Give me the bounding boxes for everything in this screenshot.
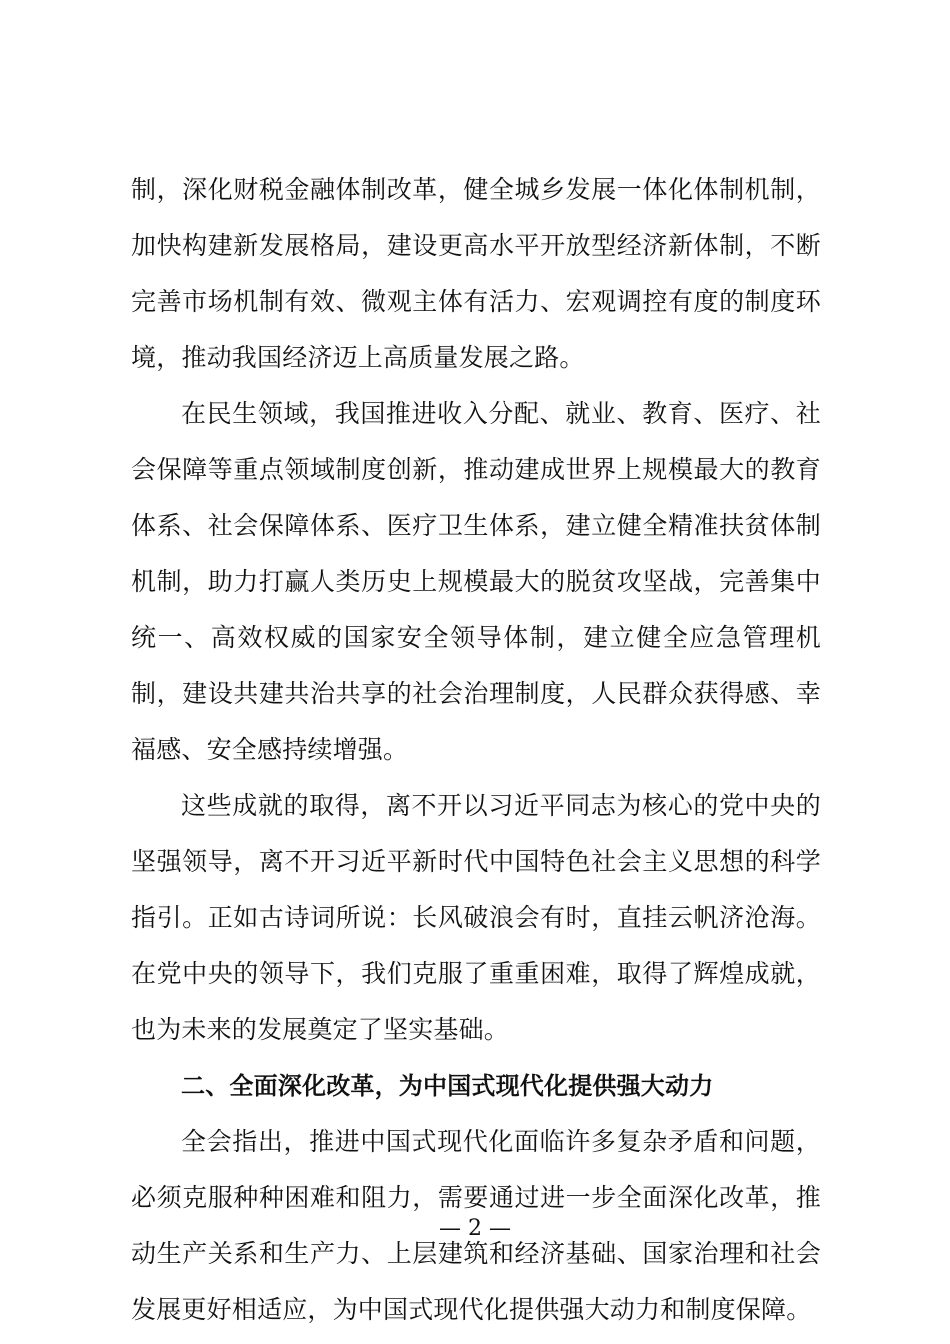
paragraph-line-16: 也为未来的发展奠定了坚实基础。 — [131, 1015, 510, 1044]
paragraph-line-11: 福感、安全感持续增强。 — [131, 735, 409, 764]
page-number: — 2 — — [439, 1216, 511, 1241]
document-body — [131, 162, 821, 1338]
paragraph-line-13: 坚强领导，离不开习近平新时代中国特色社会主义思想的科学 — [131, 847, 821, 876]
paragraph-line-14: 指引。正如古诗词所说：长风破浪会有时，直挂云帆济沧海。 — [131, 903, 821, 932]
section-heading: 二、全面深化改革，为中国式现代化提供强大动力 — [181, 1072, 714, 1100]
paragraph-line-5: 在民生领域，我国推进收入分配、就业、教育、医疗、社 — [181, 399, 821, 428]
paragraph-line-12: 这些成就的取得，离不开以习近平同志为核心的党中央的 — [181, 791, 821, 820]
paragraph-line-19: 必须克服种种困难和阻力，需要通过进一步全面深化改革，推 — [131, 1183, 821, 1212]
paragraph-line-9: 统一、高效权威的国家安全领导体制，建立健全应急管理机 — [131, 623, 821, 652]
paragraph-line-21: 发展更好相适应，为中国式现代化提供强大动力和制度保障。 — [131, 1295, 812, 1324]
paragraph-line-4: 境，推动我国经济迈上高质量发展之路。 — [131, 343, 585, 372]
paragraph-line-3: 完善市场机制有效、微观主体有活力、宏观调控有度的制度环 — [131, 287, 821, 316]
paragraph-line-7: 体系、社会保障体系、医疗卫生体系，建立健全精准扶贫体制 — [131, 511, 821, 540]
paragraph-line-15: 在党中央的领导下，我们克服了重重困难，取得了辉煌成就， — [131, 959, 821, 988]
paragraph-line-8: 机制，助力打赢人类历史上规模最大的脱贫攻坚战，完善集中 — [131, 567, 821, 596]
paragraph-line-6: 会保障等重点领域制度创新，推动建成世界上规模最大的教育 — [131, 455, 821, 484]
paragraph-line-18: 全会指出，推进中国式现代化面临许多复杂矛盾和问题， — [181, 1127, 821, 1156]
paragraph-line-2: 加快构建新发展格局，建设更高水平开放型经济新体制，不断 — [131, 231, 821, 260]
paragraph-line-20: 动生产关系和生产力、上层建筑和经济基础、国家治理和社会 — [131, 1239, 821, 1268]
paragraph-line-10: 制，建设共建共治共享的社会治理制度，人民群众获得感、幸 — [131, 679, 821, 708]
paragraph-line-1: 制，深化财税金融体制改革，健全城乡发展一体化体制机制， — [131, 175, 821, 204]
